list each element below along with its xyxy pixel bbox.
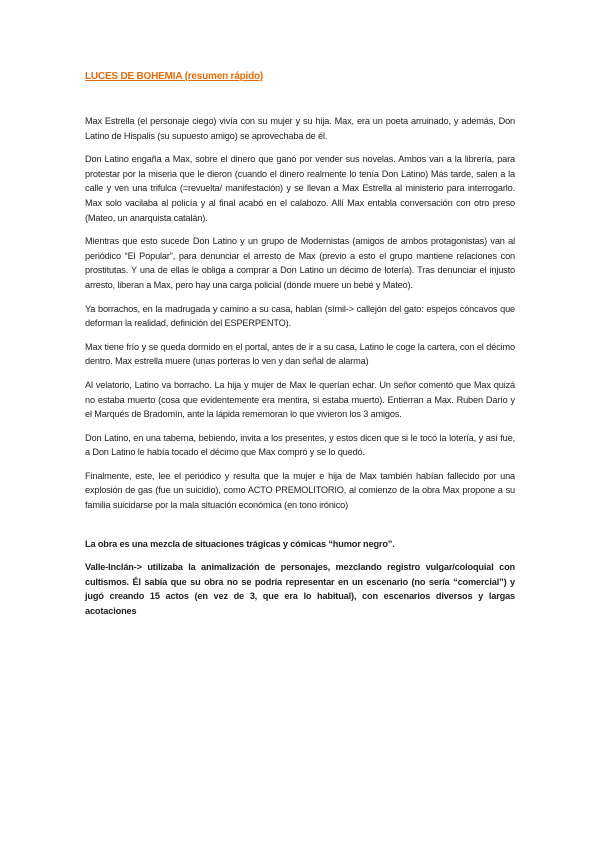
- paragraph-8: Finalmente, este, lee el periódico y resulta que la mujer e hija de Max también habían fallecido por una explosión de gas (fue un suicidio), como ACTO PREMOLITORIO, al comienzo de la obra Max propone a su familia suicidarse por la mala situación económica (en tono irónico): [85, 470, 515, 511]
- section-gap: [85, 522, 515, 537]
- bold-paragraph-1: La obra es una mezcla de situaciones trágicas y cómicas “humor negro”.: [85, 538, 395, 549]
- document-body: [85, 114, 515, 628]
- document-title: LUCES DE BOHEMIA (resumen rápido): [85, 71, 264, 82]
- paragraph-5: Max tiene frío y se queda dormido en el portal, antes de ir a su casa, Latino le coge la cartera, con el décimo dentro. Max estrella muere (unas porteras lo ven y dan señal de alarma): [85, 341, 515, 367]
- paragraph-6: Al velatorio, Latino va borracho. La hija y mujer de Max le querían echar. Un señor comentó que Max quizá no estaba muerto (cosa que evidentemente era mentira, si estaba muerto). Entierran a Max. Ruben Darío y el Marqués de Bradomín, ante la lápida rememoran lo que vivieron los 3 amigos.: [85, 379, 515, 420]
- paragraph-3: Mientras que esto sucede Don Latino y un grupo de Modernistas (amigos de ambos protagonistas) van al periódico “El Popular”, para denunciar el arresto de Max (previo a esto el grupo mantiene relaciones con prostitutas. Y una de ellas le obliga a comprar a Don Latino un décimo de lotería). Tras denunciar el injusto arresto, liberan a Max, pero hay una carga policial (donde muere un bebé y Mateo).: [85, 236, 515, 290]
- bold-paragraph-2: Valle-Inclán-> utilizaba la animalización de personajes, mezclando registro vulgar/coloquial con cultismos. Él sabía que su obra no se podría representar en un escenario (no sería “comercial”) y jugó creando 15 actos (en vez de 3, que era lo habitual), con escenarios diversos y largas acotaciones: [85, 562, 515, 617]
- paragraph-7: Don Latino, en una taberna, bebiendo, invita a los presentes, y estos dicen que si le tocó la lotería, y así fue, a Don Latino le había tocado el décimo que Max compró y se lo quedó.: [85, 432, 515, 458]
- paragraph-2: Don Latino engaña a Max, sobre el dinero que ganó por vender sus novelas. Ambos van a la librería, para protestar por la miseria que le dieron (cuando el dinero realmente lo tenía Don Latino) Más tarde, salen a la calle y ven una trifulca (=revuelta/ manifestación) y se llevan a Max Estrella al ministerio para interrogarlo. Max solo vacilaba al policía y al final acabó en el calabozo. Allí Max entabla conversación con otro preso (Mateo, un anarquista catalán).: [85, 154, 515, 223]
- paragraph-4: Ya borrachos, en la madrugada y camino a su casa, hablan (símil-> callejón del gato: espejos cóncavos que deforman la realidad, definición del ESPERPENTO).: [85, 303, 515, 329]
- paragraph-1: Max Estrella (el personaje ciego) vivía con su mujer y su hija. Max, era un poeta arruinado, y además, Don Latino de Hispalis (su supuesto amigo) se aprovechaba de él.: [85, 116, 515, 141]
